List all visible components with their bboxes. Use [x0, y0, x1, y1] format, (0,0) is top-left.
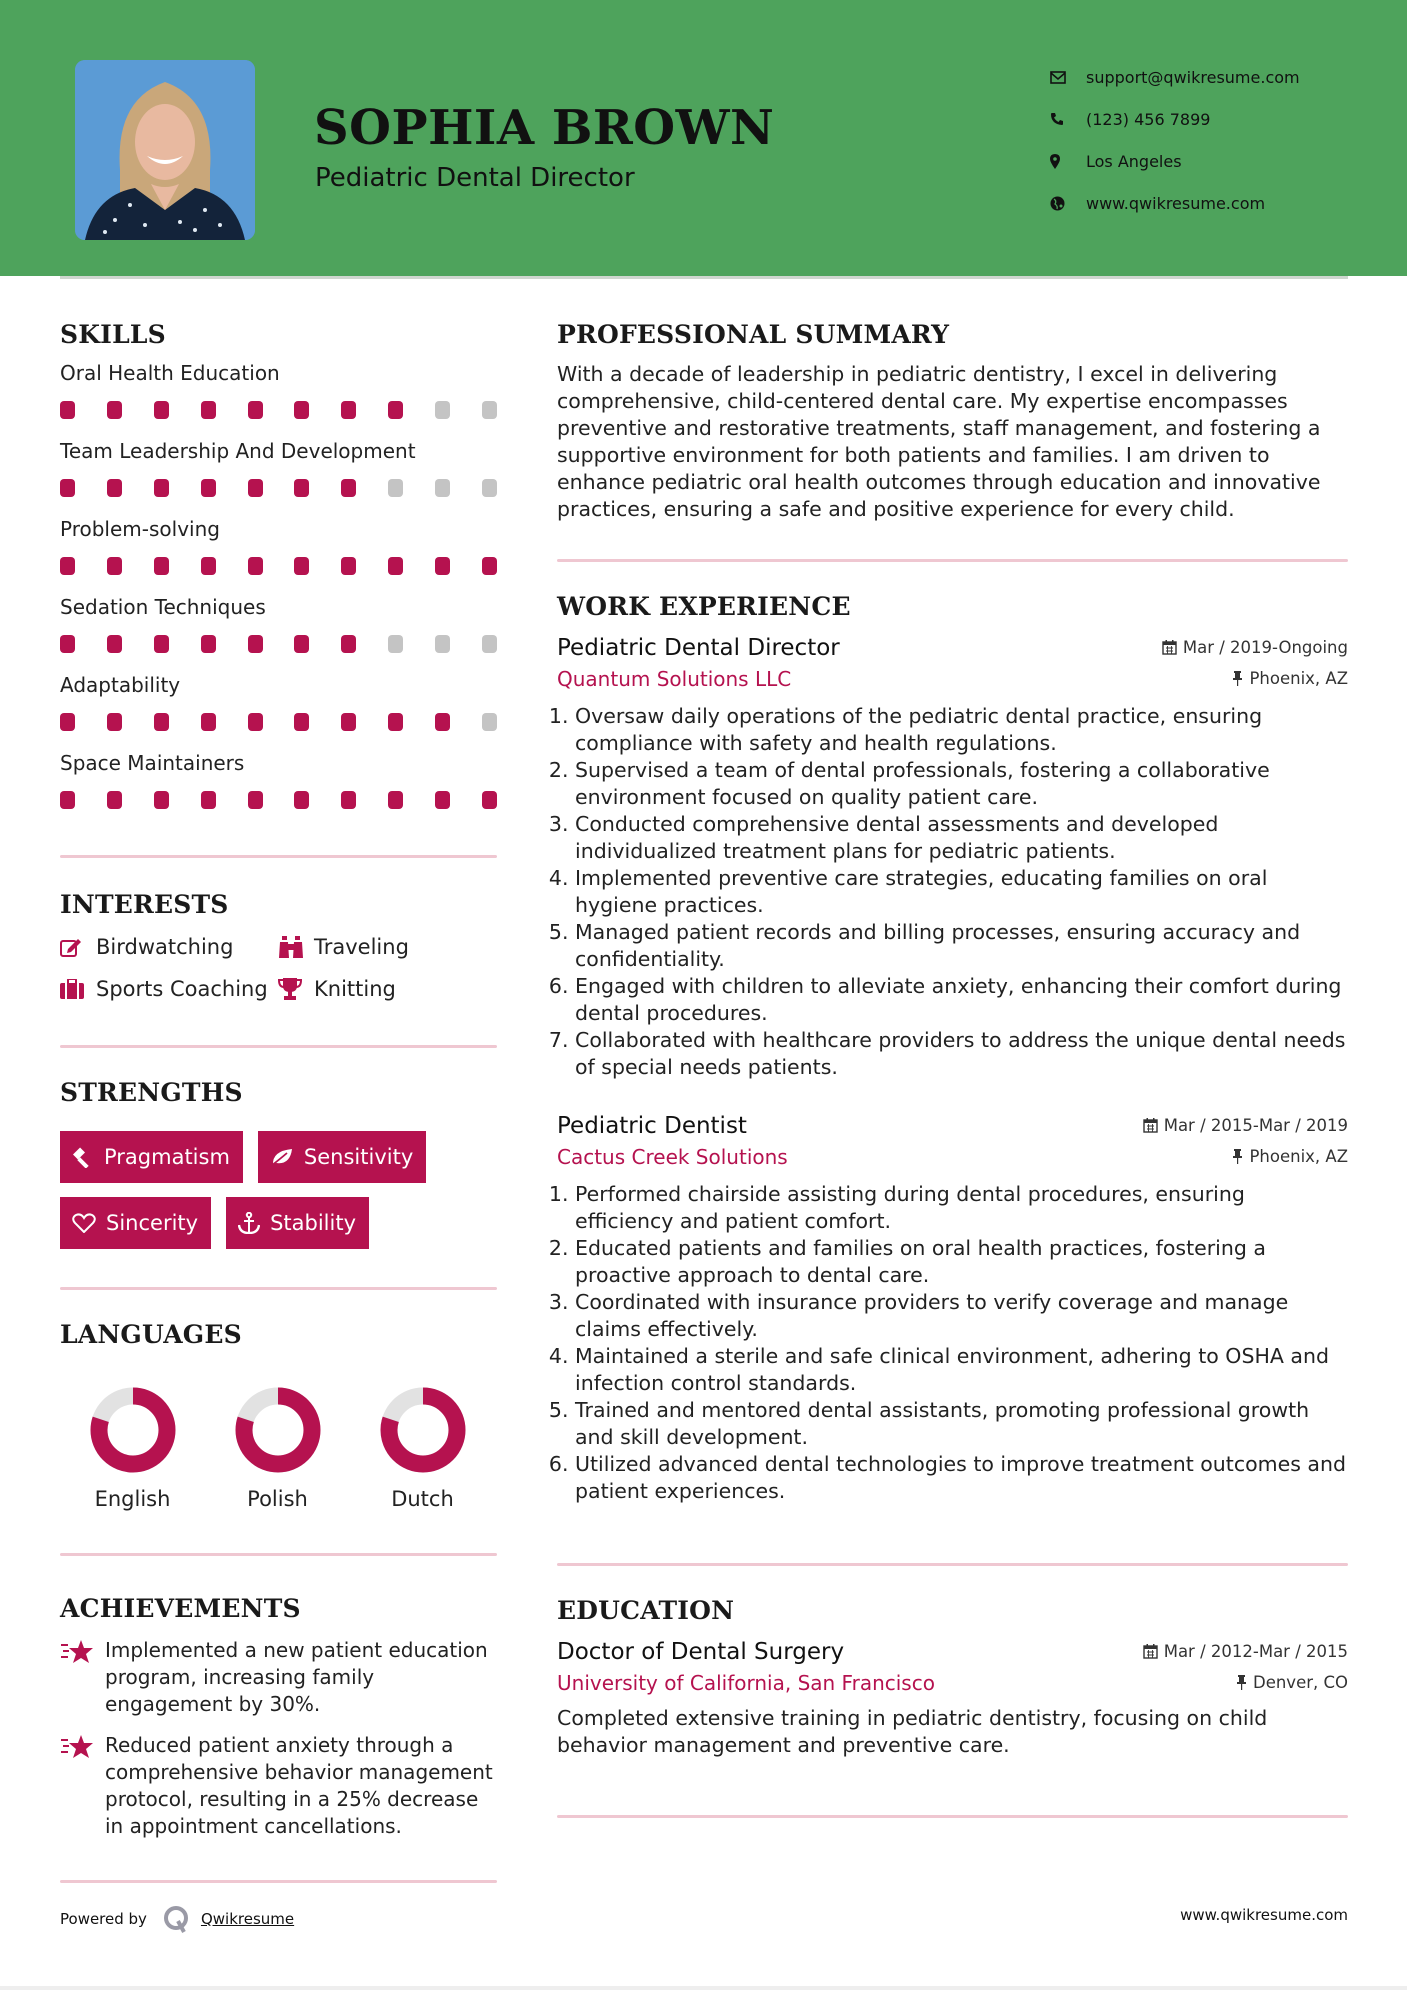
skill-dot-filled: [201, 791, 216, 809]
skills-list: [60, 361, 497, 809]
interests-title: INTERESTS: [60, 890, 229, 919]
gavel-icon: [72, 1146, 94, 1168]
strength-label: Pragmatism: [104, 1145, 230, 1169]
globe-icon: [1050, 196, 1086, 211]
job-entry: [557, 1113, 1348, 1505]
skill-dot-filled: [107, 401, 122, 419]
skill-dot-filled: [435, 557, 450, 575]
skill-dot-filled: [294, 401, 309, 419]
job-bullet: 7. Collaborated with healthcare providers to address the unique dental needs of special needs patients.: [575, 1027, 1348, 1081]
school-name: University of California, San Francisco: [557, 1671, 935, 1695]
leaf-icon: [270, 1147, 294, 1167]
footer-website[interactable]: www.qwikresume.com: [1180, 1906, 1348, 1924]
calendar-icon: [1143, 1644, 1158, 1659]
skill-dot-filled: [341, 635, 356, 653]
job-bullets: [557, 703, 1348, 1081]
job-location: [1232, 669, 1348, 688]
skill-rating: [60, 713, 497, 731]
pushpin-icon: [1232, 671, 1243, 686]
job-bullet: 1. Performed chairside assisting during dental procedures, ensuring efficiency and patient comfort.: [575, 1181, 1348, 1235]
section-divider: [60, 1553, 497, 1556]
skills-title: SKILLS: [60, 320, 166, 349]
skill-name: Space Maintainers: [60, 751, 245, 775]
skill-dot-filled: [60, 479, 75, 497]
strengths-title: STRENGTHS: [60, 1078, 243, 1107]
strengths-section: [60, 1078, 497, 1249]
powered-by-text: Powered by: [60, 1910, 147, 1928]
job-bullet: 3. Conducted comprehensive dental assessments and developed individualized treatment plans for pediatric patients.: [575, 811, 1348, 865]
job-company: Quantum Solutions LLC: [557, 667, 792, 691]
interest-item: [278, 935, 497, 959]
skill-dot-filled: [388, 401, 403, 419]
map-pin-icon: [1050, 154, 1086, 169]
portrait-image: [75, 60, 255, 240]
skill-rating: [60, 791, 497, 809]
language-label: Dutch: [391, 1487, 454, 1511]
interest-label: Sports Coaching: [96, 977, 268, 1001]
skill-dot-filled: [248, 635, 263, 653]
achievement-text: Reduced patient anxiety through a comprehensive behavior management protocol, resulting in a 25% decrease in appointment cancellations.: [105, 1733, 493, 1838]
skill-dot-filled: [107, 791, 122, 809]
education-description: Completed extensive training in pediatric dentistry, focusing on child behavior management and preventive care.: [557, 1706, 1268, 1757]
skill-dot-filled: [248, 557, 263, 575]
skill-dot-filled: [294, 713, 309, 731]
skill-dot-filled: [341, 791, 356, 809]
skill-dot-filled: [154, 791, 169, 809]
contact-location: [1050, 140, 1300, 182]
resume-header: [0, 0, 1407, 276]
education-section: [557, 1596, 1348, 1759]
strength-label: Sensitivity: [303, 1145, 414, 1169]
skill-dot-filled: [201, 635, 216, 653]
skill-dot-filled: [388, 791, 403, 809]
job-location-text: Phoenix, AZ: [1249, 669, 1348, 688]
qwikresume-logo-icon: [161, 1904, 191, 1934]
job-bullet: 5. Trained and mentored dental assistants, promoting professional growth and skill development.: [575, 1397, 1348, 1451]
languages-section: [60, 1320, 497, 1511]
languages-title: LANGUAGES: [60, 1320, 242, 1349]
language-item: [350, 1387, 495, 1511]
skill-dot-filled: [435, 713, 450, 731]
skill-item: [60, 439, 497, 497]
powered-by: [60, 1904, 294, 1934]
section-divider: [557, 1563, 1348, 1566]
summary-title: PROFESSIONAL SUMMARY: [557, 320, 950, 349]
interest-item: [60, 977, 278, 1001]
skill-dot-filled: [435, 791, 450, 809]
section-divider: [557, 559, 1348, 562]
strength-label: Stability: [270, 1211, 357, 1235]
skill-dot-filled: [388, 713, 403, 731]
skill-dot-filled: [294, 557, 309, 575]
skill-dot-filled: [201, 401, 216, 419]
skill-dot-filled: [154, 557, 169, 575]
job-bullet: 6. Engaged with children to alleviate anxiety, enhancing their comfort during dental procedures.: [575, 973, 1348, 1027]
skill-rating: [60, 557, 497, 575]
briefcase-icon: [60, 979, 96, 999]
skill-name: Adaptability: [60, 673, 181, 697]
education-title: EDUCATION: [557, 1596, 735, 1625]
language-label: English: [94, 1487, 171, 1511]
phone-icon: [1050, 112, 1086, 126]
envelope-icon: [1050, 71, 1086, 84]
trophy-icon: [278, 978, 314, 1000]
job-date-text: Mar / 2015-Mar / 2019: [1163, 1116, 1348, 1135]
skill-dot-filled: [201, 713, 216, 731]
contact-website[interactable]: [1050, 182, 1300, 224]
language-item: [60, 1387, 205, 1511]
skill-dot-filled: [60, 791, 75, 809]
education-date-text: Mar / 2012-Mar / 2015: [1163, 1642, 1348, 1661]
anchor-icon: [238, 1212, 260, 1234]
skill-dot-filled: [341, 479, 356, 497]
interests-list: [60, 935, 497, 1001]
section-divider: [60, 1287, 497, 1290]
skills-section: [60, 320, 497, 809]
contact-website-text: www.qwikresume.com: [1086, 193, 1266, 213]
language-donut-chart: [380, 1387, 466, 1473]
contact-phone[interactable]: [1050, 98, 1300, 140]
skill-dot-filled: [60, 713, 75, 731]
job-title: Pediatric Dentist: [557, 1113, 747, 1139]
skill-dot-filled: [482, 557, 497, 575]
skill-dot-empty: [435, 479, 450, 497]
skill-item: [60, 361, 497, 419]
education-location-text: Denver, CO: [1252, 1673, 1348, 1692]
summary-text: With a decade of leadership in pediatric dentistry, I excel in delivering comprehensive, child-centered dental care. My expertise encompasses preventive and restorative treatments, staff management, and fostering a supportive environment for both patients and families. I am driven to enhance pediatric oral health outcomes through education and innovative practices, ensuring a safe and positive experience for every child.: [557, 362, 1321, 521]
job-bullet: 4. Implemented preventive care strategies, educating families on oral hygiene practices.: [575, 865, 1348, 919]
interest-item: [278, 977, 497, 1001]
experience-section: [557, 592, 1348, 1505]
skill-dot-filled: [154, 635, 169, 653]
job-date: [1162, 638, 1348, 657]
skill-dot-filled: [107, 557, 122, 575]
skill-dot-filled: [341, 557, 356, 575]
section-divider: [60, 1045, 497, 1048]
strength-chip: [258, 1131, 426, 1183]
job-date-text: Mar / 2019-Ongoing: [1182, 638, 1348, 657]
skill-item: [60, 751, 497, 809]
job-location-text: Phoenix, AZ: [1249, 1147, 1348, 1166]
contact-phone-text: (123) 456 7899: [1086, 109, 1211, 129]
degree-title: Doctor of Dental Surgery: [557, 1639, 845, 1665]
star-achievement-icon: [60, 1732, 105, 1840]
achievement-text: Implemented a new patient education program, increasing family engagement by 30%.: [105, 1638, 488, 1716]
job-bullet: 5. Managed patient records and billing processes, ensuring accuracy and confidentiality.: [575, 919, 1348, 973]
skill-dot-filled: [154, 479, 169, 497]
skill-dot-filled: [248, 713, 263, 731]
skill-dot-filled: [294, 635, 309, 653]
achievements-section: [60, 1594, 497, 1840]
skill-dot-filled: [107, 713, 122, 731]
skill-dot-filled: [107, 635, 122, 653]
candidate-role: Pediatric Dental Director: [315, 163, 635, 193]
skill-dot-filled: [201, 557, 216, 575]
job-date: [1143, 1116, 1348, 1135]
skill-dot-empty: [388, 479, 403, 497]
language-donut-chart: [90, 1387, 176, 1473]
skill-item: [60, 517, 497, 575]
skill-rating: [60, 401, 497, 419]
language-item: [205, 1387, 350, 1511]
skill-rating: [60, 635, 497, 653]
experience-title: WORK EXPERIENCE: [557, 592, 851, 621]
achievement-item: [60, 1732, 497, 1840]
page-bottom-edge: [0, 1986, 1407, 1990]
job-company: Cactus Creek Solutions: [557, 1145, 788, 1169]
contact-email-text: support@qwikresume.com: [1086, 67, 1300, 87]
skill-dot-filled: [248, 479, 263, 497]
job-title: Pediatric Dental Director: [557, 635, 840, 661]
section-divider: [60, 1880, 497, 1883]
strength-chip: [226, 1197, 369, 1249]
skill-dot-filled: [154, 713, 169, 731]
strength-chip: [60, 1131, 243, 1183]
summary-section: [557, 320, 1348, 523]
candidate-name: SOPHIA BROWN: [314, 100, 775, 156]
section-divider: [557, 1815, 1348, 1818]
contact-email[interactable]: [1050, 56, 1300, 98]
skill-dot-filled: [60, 557, 75, 575]
skill-dot-filled: [248, 791, 263, 809]
language-label: Polish: [247, 1487, 308, 1511]
skill-dot-empty: [482, 479, 497, 497]
edit-icon: [60, 937, 96, 957]
job-bullet: 3. Coordinated with insurance providers to verify coverage and manage claims effectively.: [575, 1289, 1348, 1343]
skill-dot-filled: [248, 401, 263, 419]
skill-dot-filled: [107, 479, 122, 497]
header-divider: [60, 276, 1348, 279]
skill-name: Team Leadership And Development: [60, 439, 416, 463]
strength-label: Sincerity: [106, 1211, 199, 1235]
profile-photo: [75, 60, 255, 240]
job-bullet: 2. Educated patients and families on oral health practices, fostering a proactive approach to dental care.: [575, 1235, 1348, 1289]
skill-dot-filled: [201, 479, 216, 497]
job-bullet: 6. Utilized advanced dental technologies to improve treatment outcomes and patient experiences.: [575, 1451, 1348, 1505]
skill-dot-empty: [388, 635, 403, 653]
skill-dot-empty: [482, 635, 497, 653]
calendar-icon: [1162, 640, 1177, 655]
interest-label: Birdwatching: [96, 935, 234, 959]
languages-list: [60, 1387, 497, 1511]
skill-dot-filled: [341, 713, 356, 731]
skill-item: [60, 595, 497, 653]
skill-dot-empty: [482, 713, 497, 731]
interests-section: [60, 890, 497, 1001]
heart-icon: [72, 1213, 96, 1233]
contact-location-text: Los Angeles: [1086, 151, 1182, 171]
skill-dot-filled: [294, 791, 309, 809]
qwikresume-link[interactable]: Qwikresume: [200, 1910, 295, 1928]
skill-dot-empty: [435, 635, 450, 653]
language-donut-chart: [235, 1387, 321, 1473]
skill-name: Sedation Techniques: [60, 595, 266, 619]
skill-dot-filled: [482, 791, 497, 809]
job-bullet: 1. Oversaw daily operations of the pediatric dental practice, ensuring compliance with safety and health regulations.: [575, 703, 1348, 757]
job-entry: [557, 635, 1348, 1081]
job-bullet: 2. Supervised a team of dental professionals, fostering a collaborative environment focused on quality patient care.: [575, 757, 1348, 811]
skill-dot-filled: [341, 401, 356, 419]
pushpin-icon: [1236, 1675, 1247, 1690]
interest-item: [60, 935, 278, 959]
strength-chip: [60, 1197, 211, 1249]
skill-dot-filled: [388, 557, 403, 575]
skill-dot-filled: [60, 401, 75, 419]
skill-name: Oral Health Education: [60, 361, 280, 385]
strengths-list: [60, 1131, 497, 1249]
skill-dot-filled: [154, 401, 169, 419]
interest-label: Traveling: [314, 935, 409, 959]
education-location: [1236, 1673, 1348, 1692]
right-column: [557, 320, 1348, 1818]
job-bullet: 4. Maintained a sterile and safe clinical environment, adhering to OSHA and infection control standards.: [575, 1343, 1348, 1397]
binoculars-icon: [278, 936, 314, 958]
pushpin-icon: [1232, 1149, 1243, 1164]
calendar-icon: [1143, 1118, 1158, 1133]
section-divider: [60, 855, 497, 858]
skill-dot-empty: [435, 401, 450, 419]
achievements-title: ACHIEVEMENTS: [60, 1594, 301, 1623]
skill-rating: [60, 479, 497, 497]
job-location: [1232, 1147, 1348, 1166]
interest-label: Knitting: [314, 977, 396, 1001]
skill-name: Problem-solving: [60, 517, 220, 541]
star-achievement-icon: [60, 1637, 105, 1718]
skill-dot-filled: [60, 635, 75, 653]
contact-list: [1050, 56, 1300, 224]
left-column: [60, 320, 497, 1883]
education-date: [1143, 1642, 1348, 1661]
achievement-item: [60, 1637, 497, 1718]
skill-dot-empty: [482, 401, 497, 419]
skill-item: [60, 673, 497, 731]
skill-dot-filled: [294, 479, 309, 497]
job-bullets: [557, 1181, 1348, 1505]
